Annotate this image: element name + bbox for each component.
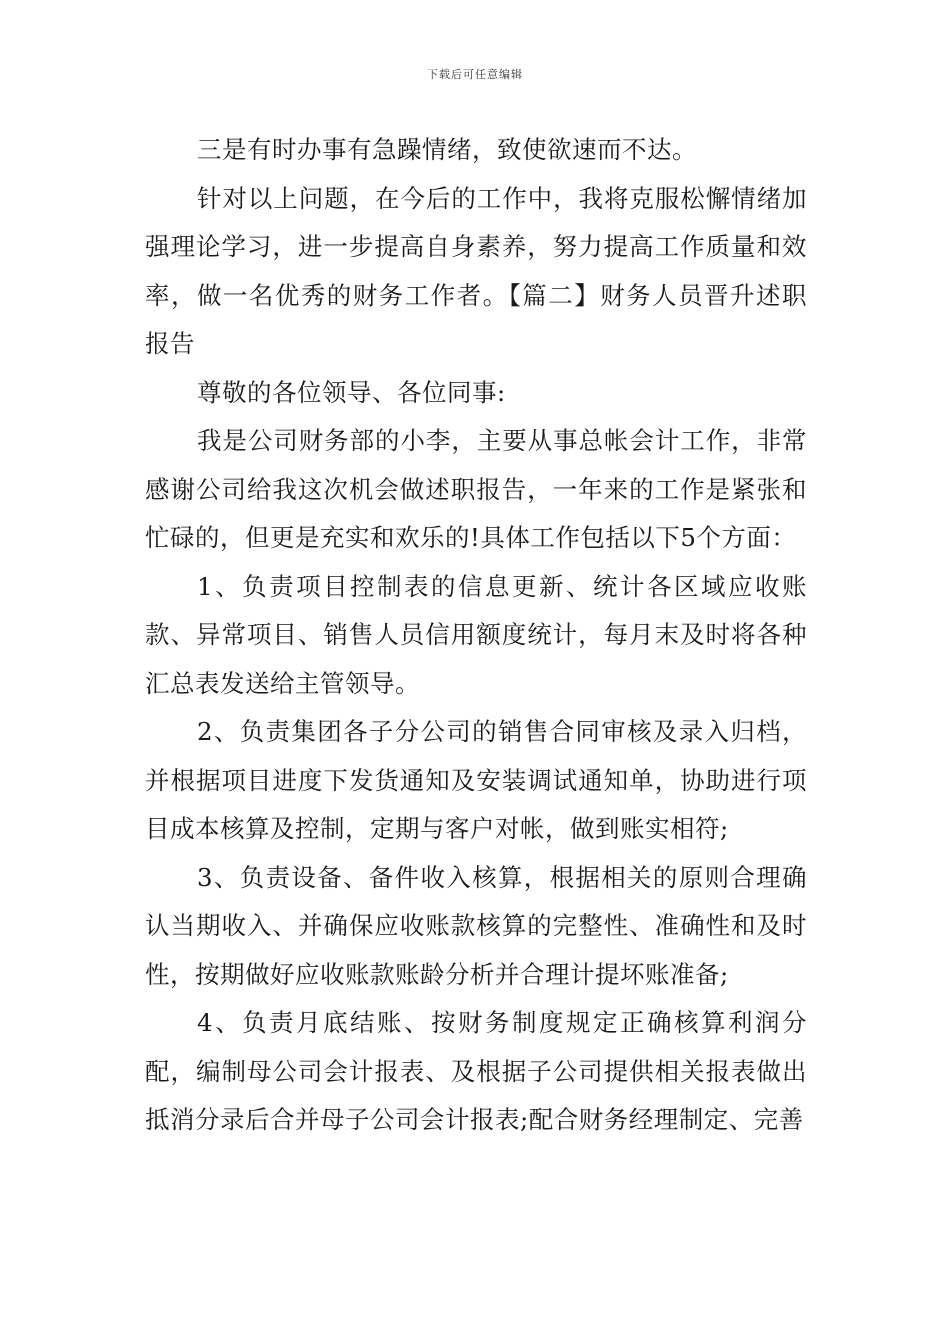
document-body [145,126,807,1145]
paragraph-4: 我是公司财务部的小李，主要从事总帐会计工作，非常感谢公司给我这次机会做述职报告，一年来的工作是紧张和忙碌的，但更是充实和欢乐的!具体工作包括以下5个方面： [145,426,807,552]
paragraph-7: 3、负责设备、备件收入核算，根据相关的原则合理确认当期收入、并确保应收账款核算的完整性、准确性和及时性，按期做好应收账款账龄分析并合理计提坏账准备; [145,862,807,989]
paragraph-6: 2、负责集团各子分公司的销售合同审核及录入归档，并根据项目进度下发货通知及安装调试通知单，协助进行项目成本核算及控制，定期与客户对帐，做到账实相符; [145,717,807,843]
paragraph-5: 1、负责项目控制表的信息更新、统计各区域应收账款、异常项目、销售人员信用额度统计，每月末及时将各种汇总表发送给主管领导。 [145,571,807,698]
paragraph-3: 尊敬的各位领导、各位同事: [197,377,506,407]
paragraph-1: 三是有时办事有急躁情绪，致使欲速而不达。 [197,135,697,164]
paragraph-8: 4、负责月底结账、按财务制度规定正确核算利润分配，编制母公司会计报表、及根据子公司提供相关报表做出抵消分录后合并母子公司会计报表;配合财务经理制定、完善 [145,1008,807,1134]
paragraph-2: 针对以上问题，在今后的工作中，我将克服松懈情绪加强理论学习，进一步提高自身素养，努力提高工作质量和效率，做一名优秀的财务工作者。【篇二】财务人员晋升述职报告 [145,183,807,358]
header-note: 下载后可任意编辑 [427,68,523,81]
